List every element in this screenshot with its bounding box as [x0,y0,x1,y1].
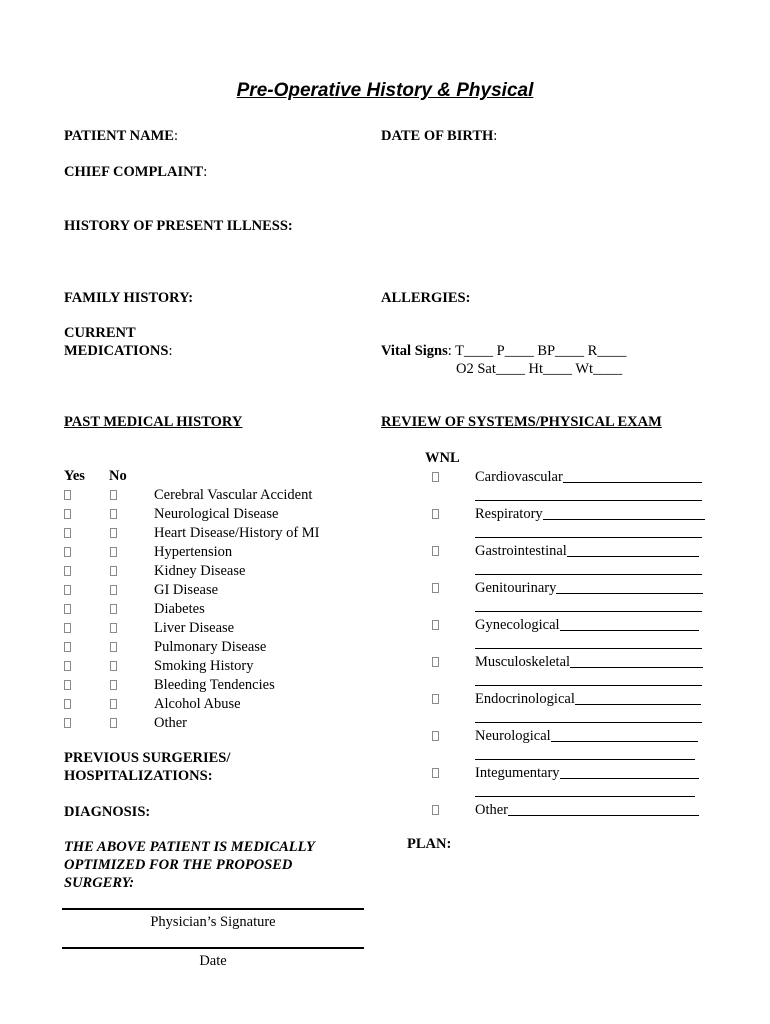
signature-label: Physician’s Signature [150,914,276,930]
ros-item-label: Gynecological [475,617,560,633]
wnl-checkbox[interactable] [432,583,439,593]
wnl-checkbox[interactable] [432,546,439,556]
no-checkbox[interactable] [110,585,117,595]
ros-second-line[interactable] [475,611,702,612]
patient-name-label: PATIENT NAME [64,128,174,144]
yes-checkbox[interactable] [64,490,71,500]
current-medications-field[interactable] [64,342,173,360]
vital-signs-row[interactable] [381,342,626,360]
ros-fill-line[interactable] [575,704,701,705]
allergies-label: ALLERGIES: [381,290,471,306]
no-checkbox[interactable] [110,623,117,633]
current-medications-label-line1: CURRENT [64,325,136,341]
pmh-item-label: Cerebral Vascular Accident [154,487,313,503]
yes-checkbox[interactable] [64,661,71,671]
ros-second-line[interactable] [475,759,695,760]
ros-fill-line[interactable] [563,482,702,483]
diagnosis-label: DIAGNOSIS: [64,804,151,820]
ros-second-line[interactable] [475,574,702,575]
no-checkbox[interactable] [110,509,117,519]
pmh-item-label: Pulmonary Disease [154,639,267,655]
pmh-item-label: Other [154,715,188,731]
ros-second-line[interactable] [475,685,702,686]
vital-signs-line2[interactable]: O2 Sat____ Ht____ Wt____ [456,361,623,377]
ros-item-label: Gastrointestinal [475,543,567,559]
ros-item-label: Musculoskeletal [475,654,571,670]
wnl-checkbox[interactable] [432,768,439,778]
yes-checkbox[interactable] [64,718,71,728]
ros-second-line[interactable] [475,537,702,538]
no-checkbox[interactable] [110,604,117,614]
yes-checkbox[interactable] [64,699,71,709]
pmh-item-label: Alcohol Abuse [154,696,241,712]
ros-fill-line[interactable] [560,630,699,631]
patient-name-colon: : [173,128,178,144]
no-checkbox[interactable] [110,490,117,500]
ros-second-line[interactable] [475,722,702,723]
previous-surgeries-label-line2: HOSPITALIZATIONS: [64,768,213,784]
ros-fill-line[interactable] [556,593,703,594]
yes-checkbox[interactable] [64,509,71,519]
yes-checkbox[interactable] [64,623,71,633]
date-label: Date [199,953,227,969]
pmh-item-label: Hypertension [154,544,233,560]
vital-signs-label: Vital Signs [381,343,448,359]
ros-item-label: Respiratory [475,506,543,522]
yes-checkbox[interactable] [64,680,71,690]
yes-checkbox[interactable] [64,528,71,538]
pmh-item-label: Smoking History [154,658,254,674]
no-checkbox[interactable] [110,699,117,709]
ros-fill-line[interactable] [543,519,705,520]
pmh-item-label: Kidney Disease [154,563,246,579]
yes-checkbox[interactable] [64,566,71,576]
wnl-checkbox[interactable] [432,731,439,741]
ros-fill-line[interactable] [567,556,699,557]
wnl-checkbox[interactable] [432,657,439,667]
pmh-item-label: Neurological Disease [154,506,279,522]
ros-item-label: Neurological [475,728,551,744]
no-checkbox[interactable] [110,718,117,728]
no-checkbox[interactable] [110,547,117,557]
pmh-item-label: GI Disease [154,582,219,598]
date-line[interactable] [62,947,364,949]
signature-line[interactable] [62,908,364,910]
past-medical-history-heading: PAST MEDICAL HISTORY [64,414,243,430]
no-column-header: No [109,468,127,484]
ros-fill-line[interactable] [508,815,699,816]
ros-fill-line[interactable] [560,778,699,779]
date-of-birth-label: DATE OF BIRTH [381,128,494,144]
yes-checkbox[interactable] [64,547,71,557]
ros-second-line[interactable] [475,648,702,649]
ros-item-label: Cardiovascular [475,469,563,485]
pmh-item-label: Liver Disease [154,620,235,636]
current-medications-label-line2: MEDICATIONS [64,343,169,359]
date-of-birth-field[interactable] [381,127,497,145]
no-checkbox[interactable] [110,566,117,576]
date-of-birth-colon: : [493,128,498,144]
wnl-checkbox[interactable] [432,509,439,519]
wnl-checkbox[interactable] [432,694,439,704]
current-medications-colon: : [168,343,173,359]
chief-complaint-label: CHIEF COMPLAINT [64,164,204,180]
chief-complaint-field[interactable] [64,163,207,181]
ros-item-label: Integumentary [475,765,560,781]
no-checkbox[interactable] [110,661,117,671]
no-checkbox[interactable] [110,528,117,538]
ros-item-label: Endocrinological [475,691,575,707]
wnl-checkbox[interactable] [432,472,439,482]
plan-label: PLAN: [407,836,452,852]
yes-column-header: Yes [64,468,85,484]
ros-item-label: Genitourinary [475,580,557,596]
chief-complaint-colon: : [203,164,208,180]
pmh-item-label: Bleeding Tendencies [154,677,275,693]
ros-item-label: Other [475,802,509,818]
ros-fill-line[interactable] [551,741,698,742]
family-history-label: FAMILY HISTORY: [64,290,194,306]
vital-signs-line1: : T____ P____ BP____ R____ [447,343,627,359]
optimized-statement-line3: SURGERY: [64,875,135,891]
history-present-illness-label: HISTORY OF PRESENT ILLNESS: [64,218,293,234]
optimized-statement-line2: OPTIMIZED FOR THE PROPOSED [64,857,293,873]
review-of-systems-heading: REVIEW OF SYSTEMS/PHYSICAL EXAM [381,414,662,430]
ros-fill-line[interactable] [570,667,703,668]
yes-checkbox[interactable] [64,604,71,614]
yes-checkbox[interactable] [64,585,71,595]
no-checkbox[interactable] [110,680,117,690]
previous-surgeries-label-line1: PREVIOUS SURGERIES/ [64,750,231,766]
wnl-checkbox[interactable] [432,620,439,630]
yes-checkbox[interactable] [64,642,71,652]
patient-name-field[interactable] [64,127,178,145]
ros-second-line[interactable] [475,796,695,797]
wnl-column-header: WNL [425,450,460,466]
no-checkbox[interactable] [110,642,117,652]
wnl-checkbox[interactable] [432,805,439,815]
pmh-item-label: Heart Disease/History of MI [154,525,320,541]
optimized-statement-line1: THE ABOVE PATIENT IS MEDICALLY [64,839,315,855]
ros-second-line[interactable] [475,500,702,501]
form-title: Pre-Operative History & Physical [236,80,534,101]
pmh-item-label: Diabetes [154,601,205,617]
